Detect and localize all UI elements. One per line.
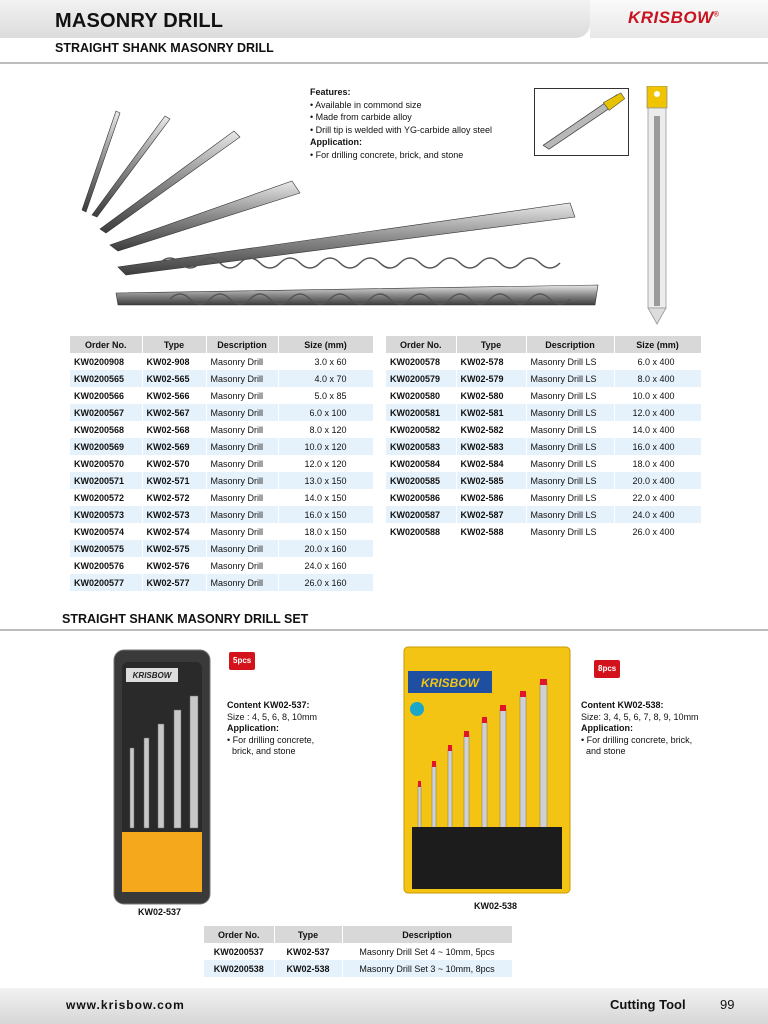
page-footer <box>0 988 768 1024</box>
size-cell: 8.0 x 120 <box>278 421 373 438</box>
col-type: Type <box>142 336 206 353</box>
website-link[interactable]: www.krisbow.com <box>66 998 185 1012</box>
table-row <box>386 421 701 438</box>
table-row <box>70 523 373 540</box>
description-cell: Masonry Drill <box>206 472 278 489</box>
type-cell: KW02-571 <box>142 472 206 489</box>
description-cell: Masonry Drill <box>206 421 278 438</box>
order-no-cell: KW0200565 <box>70 370 142 387</box>
footer-section-name: Cutting Tool <box>610 997 686 1012</box>
order-no-cell: KW0200579 <box>386 370 456 387</box>
set2-application-cont: and stone <box>586 746 626 756</box>
description-cell: Masonry Drill Set 4 ~ 10mm, 5pcs <box>342 943 512 960</box>
description-cell: Masonry Drill <box>206 370 278 387</box>
order-no-cell: KW0200576 <box>70 557 142 574</box>
size-cell: 24.0 x 160 <box>278 557 373 574</box>
order-no-cell: KW0200537 <box>204 943 274 960</box>
type-cell: KW02-577 <box>142 574 206 591</box>
kw02-537-set-image <box>112 648 212 906</box>
type-cell: KW02-538 <box>274 960 342 977</box>
table-row <box>70 506 373 523</box>
order-no-cell: KW0200581 <box>386 404 456 421</box>
size-cell: 12.0 x 120 <box>278 455 373 472</box>
size-cell: 14.0 x 150 <box>278 489 373 506</box>
drill-pack-image <box>534 88 629 156</box>
size-cell: 26.0 x 400 <box>614 523 701 540</box>
size-cell: 20.0 x 160 <box>278 540 373 557</box>
size-cell: 26.0 x 160 <box>278 574 373 591</box>
type-cell: KW02-908 <box>142 353 206 370</box>
table-row <box>70 438 373 455</box>
type-cell: KW02-568 <box>142 421 206 438</box>
table-row <box>70 387 373 404</box>
description-cell: Masonry Drill LS <box>526 506 614 523</box>
table-row <box>204 943 512 960</box>
set1-application-heading: Application: <box>227 723 279 733</box>
size-cell: 3.0 x 60 <box>278 353 373 370</box>
drill-set-table <box>204 926 513 977</box>
col-order-no: Order No. <box>70 336 142 353</box>
krisbow-logo: KRISBOW® <box>628 8 720 27</box>
type-cell: KW02-578 <box>456 353 526 370</box>
table-row <box>386 370 701 387</box>
col-size: Size (mm) <box>614 336 701 353</box>
order-no-cell: KW0200567 <box>70 404 142 421</box>
set2-content-title: Content KW02-538: <box>581 700 664 710</box>
size-cell: 13.0 x 150 <box>278 472 373 489</box>
col-description: Description <box>342 926 512 943</box>
description-cell: Masonry Drill <box>206 506 278 523</box>
page-title: MASONRY DRILL <box>55 10 224 32</box>
type-cell: KW02-580 <box>456 387 526 404</box>
table-row <box>70 557 373 574</box>
order-no-cell: KW0200908 <box>70 353 142 370</box>
size-cell: 10.0 x 120 <box>278 438 373 455</box>
order-no-cell: KW0200569 <box>70 438 142 455</box>
description-cell: Masonry Drill LS <box>526 438 614 455</box>
table-row <box>70 489 373 506</box>
type-cell: KW02-579 <box>456 370 526 387</box>
type-cell: KW02-581 <box>456 404 526 421</box>
set1-application-cont: brick, and stone <box>232 746 296 756</box>
table-row <box>204 960 512 977</box>
table-row <box>70 540 373 557</box>
type-cell: KW02-582 <box>456 421 526 438</box>
description-cell: Masonry Drill LS <box>526 370 614 387</box>
description-cell: Masonry Drill <box>206 523 278 540</box>
order-no-cell: KW0200574 <box>70 523 142 540</box>
drill-tube-image <box>644 86 670 326</box>
set2-application-heading: Application: <box>581 723 633 733</box>
table-row <box>386 523 701 540</box>
set2-application: • For drilling concrete, brick, <box>581 734 693 745</box>
size-cell: 6.0 x 400 <box>614 353 701 370</box>
type-cell: KW02-566 <box>142 387 206 404</box>
features-heading: Features: <box>310 87 351 97</box>
table-row <box>70 421 373 438</box>
description-cell: Masonry Drill <box>206 387 278 404</box>
type-cell: KW02-576 <box>142 557 206 574</box>
type-cell: KW02-572 <box>142 489 206 506</box>
col-order-no: Order No. <box>386 336 456 353</box>
type-cell: KW02-588 <box>456 523 526 540</box>
description-cell: Masonry Drill <box>206 438 278 455</box>
size-cell: 14.0 x 400 <box>614 421 701 438</box>
set1-size: Size : 4, 5, 6, 8, 10mm <box>227 711 318 722</box>
type-cell: KW02-567 <box>142 404 206 421</box>
type-cell: KW02-575 <box>142 540 206 557</box>
type-cell: KW02-585 <box>456 472 526 489</box>
table-row <box>70 404 373 421</box>
table-row <box>386 353 701 370</box>
order-no-cell: KW0200586 <box>386 489 456 506</box>
order-no-cell: KW0200575 <box>70 540 142 557</box>
svg-text:KRISBOW: KRISBOW <box>421 676 479 690</box>
application-heading: Application: <box>310 137 362 147</box>
description-cell: Masonry Drill LS <box>526 353 614 370</box>
table-row <box>386 387 701 404</box>
size-cell: 4.0 x 70 <box>278 370 373 387</box>
set2-caption: KW02-538 <box>474 901 518 911</box>
type-cell: KW02-570 <box>142 455 206 472</box>
size-cell: 22.0 x 400 <box>614 489 701 506</box>
col-size: Size (mm) <box>278 336 373 353</box>
col-description: Description <box>526 336 614 353</box>
set2-size: Size: 3, 4, 5, 6, 7, 8, 9, 10mm <box>581 711 699 722</box>
table-row <box>70 370 373 387</box>
type-cell: KW02-573 <box>142 506 206 523</box>
description-cell: Masonry Drill <box>206 353 278 370</box>
order-no-cell: KW0200573 <box>70 506 142 523</box>
set1-badge: 5pcs <box>229 652 255 670</box>
type-cell: KW02-587 <box>456 506 526 523</box>
table-row <box>70 353 373 370</box>
description-cell: Masonry Drill <box>206 404 278 421</box>
size-cell: 10.0 x 400 <box>614 387 701 404</box>
col-type: Type <box>456 336 526 353</box>
order-no-cell: KW0200570 <box>70 455 142 472</box>
description-cell: Masonry Drill LS <box>526 472 614 489</box>
size-cell: 24.0 x 400 <box>614 506 701 523</box>
size-cell: 5.0 x 85 <box>278 387 373 404</box>
col-order-no: Order No. <box>204 926 274 943</box>
order-no-cell: KW0200572 <box>70 489 142 506</box>
feature-item: • Drill tip is welded with YG-carbide alloy steel <box>310 124 493 135</box>
table-row <box>70 472 373 489</box>
table-row <box>70 455 373 472</box>
header-divider <box>0 62 768 64</box>
size-cell: 6.0 x 100 <box>278 404 373 421</box>
application-text: • For drilling concrete, brick, and stone <box>310 149 464 160</box>
type-cell: KW02-574 <box>142 523 206 540</box>
size-cell: 18.0 x 400 <box>614 455 701 472</box>
type-cell: KW02-569 <box>142 438 206 455</box>
order-no-cell: KW0200588 <box>386 523 456 540</box>
page-number: 99 <box>720 997 735 1012</box>
description-cell: Masonry Drill LS <box>526 421 614 438</box>
order-no-cell: KW0200584 <box>386 455 456 472</box>
description-cell: Masonry Drill Set 3 ~ 10mm, 8pcs <box>342 960 512 977</box>
size-cell: 16.0 x 400 <box>614 438 701 455</box>
masonry-drills-image <box>70 105 610 330</box>
order-no-cell: KW0200583 <box>386 438 456 455</box>
order-no-cell: KW0200582 <box>386 421 456 438</box>
table-row <box>70 574 373 591</box>
drill-set-section-title: STRAIGHT SHANK MASONRY DRILL SET <box>62 612 309 626</box>
feature-item: • Available in commond size <box>310 99 422 110</box>
feature-item: • Made from carbide alloy <box>310 112 412 122</box>
table-row <box>386 404 701 421</box>
type-cell: KW02-565 <box>142 370 206 387</box>
masonry-drill-ls-table <box>386 336 702 540</box>
table-row <box>386 472 701 489</box>
description-cell: Masonry Drill <box>206 489 278 506</box>
set1-content-title: Content KW02-537: <box>227 700 310 710</box>
type-cell: KW02-586 <box>456 489 526 506</box>
order-no-cell: KW0200571 <box>70 472 142 489</box>
description-cell: Masonry Drill <box>206 455 278 472</box>
page-header <box>0 0 768 64</box>
table-row <box>386 506 701 523</box>
description-cell: Masonry Drill LS <box>526 489 614 506</box>
set1-content <box>227 700 317 758</box>
set2-content <box>581 700 699 758</box>
description-cell: Masonry Drill LS <box>526 455 614 472</box>
size-cell: 12.0 x 400 <box>614 404 701 421</box>
description-cell: Masonry Drill <box>206 540 278 557</box>
description-cell: Masonry Drill <box>206 574 278 591</box>
section-divider <box>0 629 768 631</box>
table-row <box>386 489 701 506</box>
col-type: Type <box>274 926 342 943</box>
svg-text:KRISBOW: KRISBOW <box>132 671 172 680</box>
table-row <box>386 455 701 472</box>
order-no-cell: KW0200566 <box>70 387 142 404</box>
description-cell: Masonry Drill LS <box>526 404 614 421</box>
description-cell: Masonry Drill LS <box>526 387 614 404</box>
order-no-cell: KW0200577 <box>70 574 142 591</box>
masonry-drill-table <box>70 336 374 591</box>
order-no-cell: KW0200587 <box>386 506 456 523</box>
order-no-cell: KW0200538 <box>204 960 274 977</box>
col-description: Description <box>206 336 278 353</box>
type-cell: KW02-537 <box>274 943 342 960</box>
type-cell: KW02-583 <box>456 438 526 455</box>
order-no-cell: KW0200568 <box>70 421 142 438</box>
section-title: STRAIGHT SHANK MASONRY DRILL <box>55 41 274 55</box>
order-no-cell: KW0200578 <box>386 353 456 370</box>
size-cell: 8.0 x 400 <box>614 370 701 387</box>
size-cell: 20.0 x 400 <box>614 472 701 489</box>
description-cell: Masonry Drill LS <box>526 523 614 540</box>
description-cell: Masonry Drill <box>206 557 278 574</box>
table-row <box>386 438 701 455</box>
set2-badge: 8pcs <box>594 660 620 678</box>
order-no-cell: KW0200585 <box>386 472 456 489</box>
order-no-cell: KW0200580 <box>386 387 456 404</box>
type-cell: KW02-584 <box>456 455 526 472</box>
set1-caption: KW02-537 <box>138 907 182 917</box>
size-cell: 16.0 x 150 <box>278 506 373 523</box>
set1-application: • For drilling concrete, <box>227 734 315 745</box>
size-cell: 18.0 x 150 <box>278 523 373 540</box>
kw02-538-set-image <box>402 645 572 895</box>
